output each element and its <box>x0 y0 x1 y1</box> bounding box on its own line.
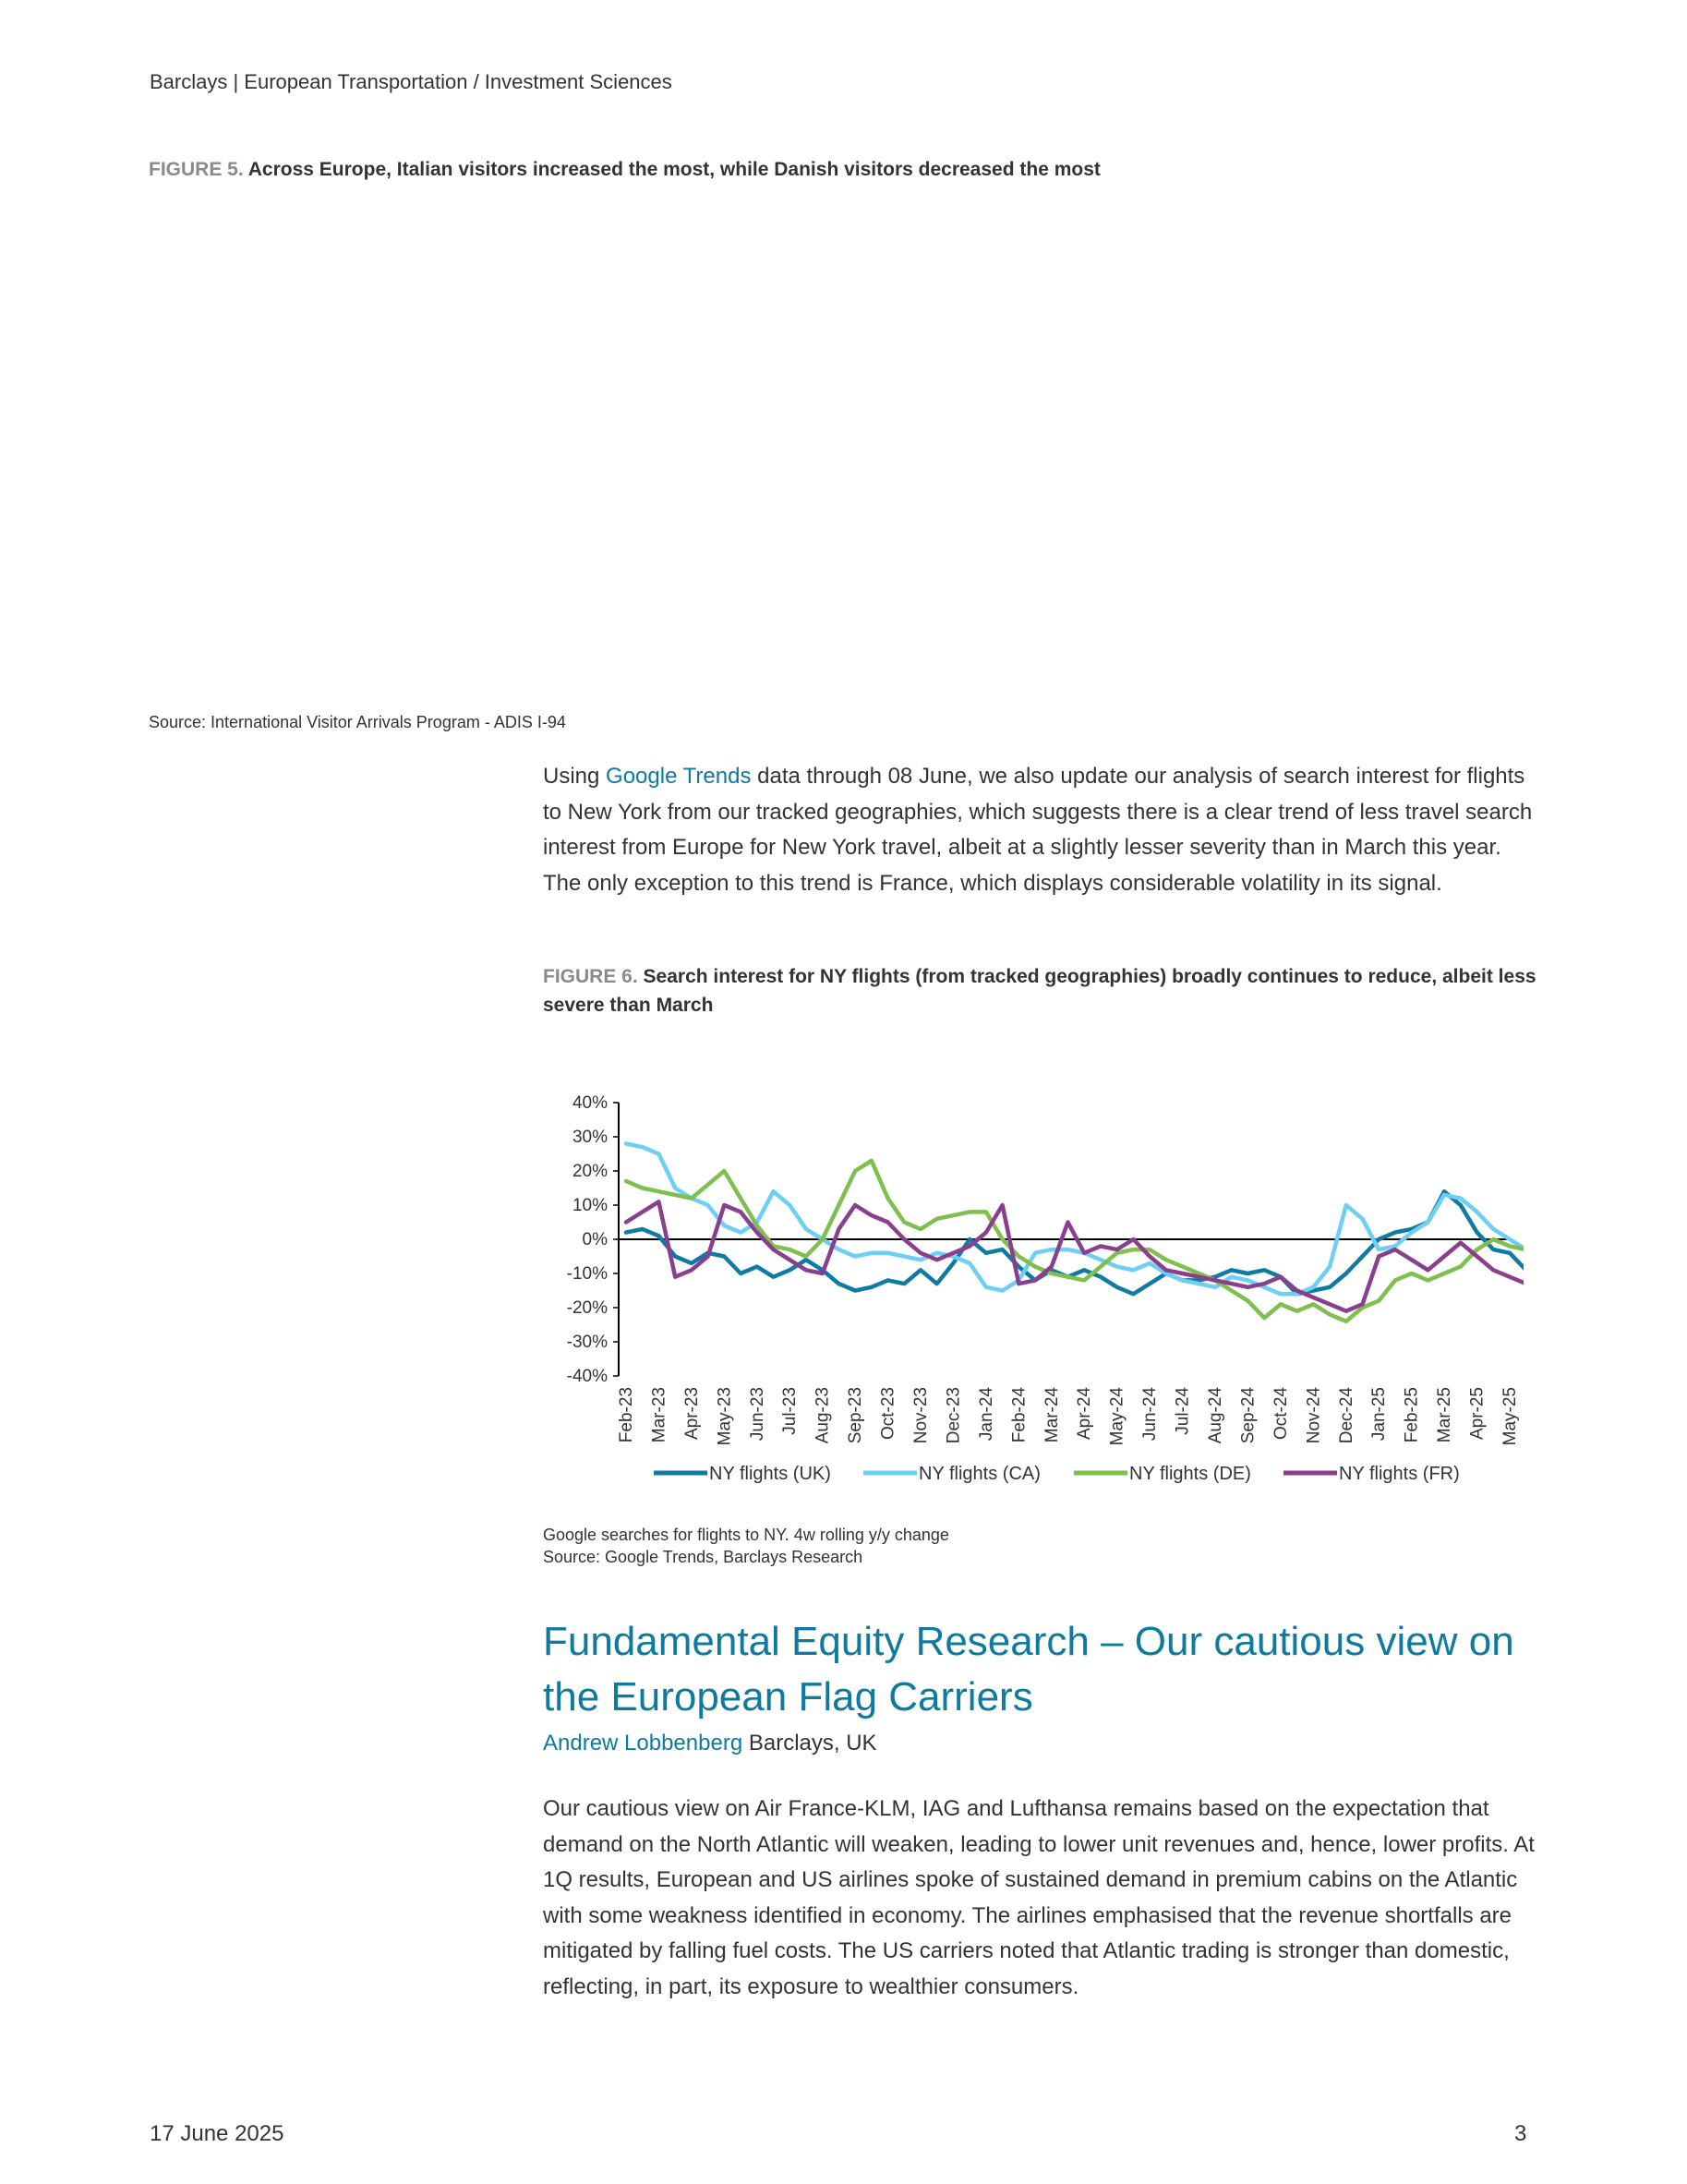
x-tick-label: Dec-24 <box>1336 1387 1356 1444</box>
x-tick-label: Apr-25 <box>1467 1387 1488 1441</box>
y-tick-label: 10% <box>572 1196 608 1215</box>
x-tick-label: Jul-23 <box>780 1387 801 1435</box>
x-tick-label: Nov-24 <box>1304 1387 1324 1444</box>
x-tick-label: Sep-24 <box>1238 1387 1259 1444</box>
y-tick-label: 0% <box>582 1230 608 1249</box>
x-tick-label: Jan-25 <box>1369 1387 1390 1442</box>
x-tick-label: Oct-24 <box>1271 1387 1291 1441</box>
figure5-label: FIGURE 5. <box>149 159 244 180</box>
x-tick-label: May-25 <box>1500 1387 1520 1446</box>
x-tick-label: Jun-23 <box>747 1387 767 1442</box>
author-affiliation: Barclays, UK <box>742 1731 877 1756</box>
figure6-note: Google searches for flights to NY. 4w rolling y/y change <box>543 1526 949 1544</box>
y-tick-label: 30% <box>572 1128 608 1147</box>
figure6-title <box>543 962 1540 1020</box>
x-tick-label: Jun-24 <box>1140 1387 1161 1442</box>
x-tick-label: Feb-25 <box>1402 1387 1422 1443</box>
search-interest-line-chart <box>545 1079 1524 1503</box>
x-tick-label: Oct-23 <box>878 1387 898 1441</box>
x-tick-label: Aug-24 <box>1206 1387 1225 1444</box>
paragraph1-after-link: data through 08 June, we also update our analysis of search interest for flights to New York from our tracked geographies, which suggests there is a clear trend of less travel search interest from Europe for New York travel, albeit at a slightly lesser severity than in March this year. The only exception to this trend is France, which displays considerable volatility in its signal. <box>543 764 1533 896</box>
paragraph1-before-link: Using <box>543 764 607 789</box>
footer-page-number: 3 <box>1514 2121 1527 2146</box>
x-tick-label: Mar-24 <box>1042 1387 1062 1443</box>
figure6-notes <box>543 1524 949 1568</box>
x-tick-label: Feb-23 <box>617 1387 636 1443</box>
figure5-source: Source: International Visitor Arrivals Program - ADIS I-94 <box>149 713 566 731</box>
y-tick-label: -20% <box>566 1298 608 1318</box>
legend-label-1: NY flights (UK) <box>709 1464 831 1484</box>
footer-date: 17 June 2025 <box>150 2121 284 2146</box>
author-link[interactable]: Andrew Lobbenberg <box>543 1731 743 1756</box>
figure6-title-text: Search interest for NY flights (from tracked geographies) broadly continues to reduce, albeit less severe than March <box>543 966 1536 1016</box>
x-tick-label: Aug-23 <box>813 1387 833 1444</box>
x-tick-label: Nov-23 <box>911 1387 931 1444</box>
x-tick-label: Mar-23 <box>649 1387 669 1443</box>
paragraph-cautious-view: Our cautious view on Air France-KLM, IAG and Lufthansa remains based on the expectation that demand on the North Atlantic will weaken, leading to lower unit revenues and, hence, lower profits. At 1Q results, European and US airlines spoke of sustained demand in premium cabins on the Atlantic with some weakness identified in economy. The airlines emphasised that the revenue shortfalls are mitigated by falling fuel costs. The US carriers noted that Atlantic trading is stronger than domestic, reflecting, in part, its exposure to wealthier consumers. <box>543 1796 1535 1999</box>
y-tick-label: -40% <box>566 1367 608 1386</box>
x-tick-label: Feb-24 <box>1009 1387 1030 1443</box>
x-tick-label: May-24 <box>1107 1387 1127 1446</box>
y-tick-label: -30% <box>566 1333 608 1352</box>
figure5-title <box>149 155 1101 184</box>
x-tick-label: Jan-24 <box>976 1387 996 1442</box>
section-heading: Fundamental Equity Research – Our cautious view on the European Flag Carriers <box>543 1619 1514 1719</box>
legend-label-2: NY flights (CA) <box>919 1464 1041 1484</box>
paragraph-google-trends <box>543 759 1540 901</box>
y-tick-label: 40% <box>572 1093 608 1113</box>
x-tick-label: May-23 <box>715 1387 735 1446</box>
y-tick-label: 20% <box>572 1162 608 1181</box>
x-tick-label: Dec-23 <box>944 1387 964 1444</box>
figure5-title-text: Across Europe, Italian visitors increased the most, while Danish visitors decreased the most <box>247 159 1101 180</box>
report-header: Barclays | European Transportation / Investment Sciences <box>150 70 672 93</box>
x-tick-label: Apr-24 <box>1075 1387 1095 1441</box>
legend-label-3: NY flights (DE) <box>1129 1464 1251 1484</box>
figure6-label: FIGURE 6. <box>543 966 638 987</box>
author-line <box>543 1731 877 1756</box>
x-tick-label: Sep-23 <box>846 1387 866 1444</box>
legend-label-4: NY flights (FR) <box>1339 1464 1460 1484</box>
y-tick-label: -10% <box>566 1264 608 1284</box>
x-tick-label: Apr-23 <box>681 1387 702 1441</box>
x-tick-label: Jul-24 <box>1173 1387 1193 1435</box>
x-tick-label: Mar-25 <box>1435 1387 1455 1443</box>
figure6-source: Source: Google Trends, Barclays Research <box>543 1548 863 1566</box>
google-trends-link[interactable]: Google Trends <box>606 764 752 789</box>
